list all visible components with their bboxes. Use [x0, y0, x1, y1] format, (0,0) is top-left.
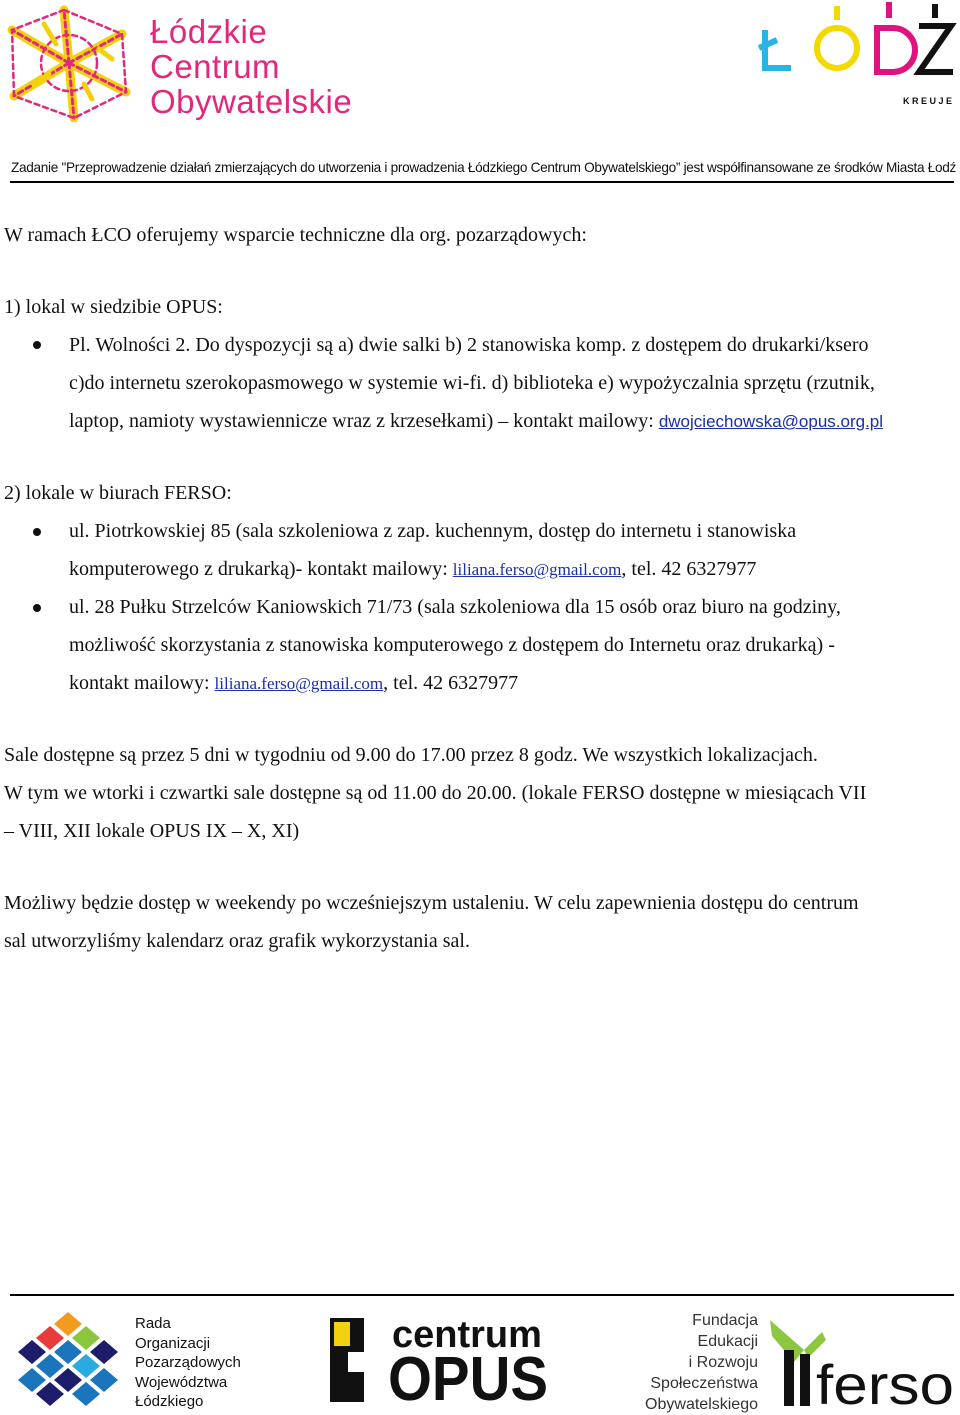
- opus-logo: [328, 1312, 553, 1407]
- section1-heading: 1) lokal w siedzibie OPUS:: [4, 296, 223, 318]
- section2-item2-line-3-text: kontakt mailowy:: [69, 672, 215, 694]
- rada-text: [135, 1314, 241, 1412]
- intro-text: W ramach ŁCO oferujemy wsparcie techniczne dla org. pozarządowych:: [4, 224, 587, 246]
- ferso-phone-2: , tel. 42 6327977: [383, 672, 519, 694]
- ferso-email-link-2[interactable]: liliana.ferso@gmail.com: [214, 674, 384, 693]
- lco-logo: [4, 4, 134, 122]
- lco-title: [150, 14, 352, 119]
- ferso-email-link[interactable]: liliana.ferso@gmail.com: [452, 560, 622, 579]
- rada-line-5: Łódzkiego: [135, 1393, 204, 1411]
- ferso-line-1: Fundacja: [692, 1312, 758, 1329]
- rada-line-3: Pozarządowych: [135, 1354, 241, 1372]
- section2-item1-line-2-text: komputerowego z drukarką)- kontakt mailowy:: [69, 558, 453, 580]
- ferso-line-4: Społeczeństwa: [650, 1375, 758, 1392]
- rada-line-4: Województwa: [135, 1373, 228, 1391]
- opus-bottom-text: OPUS: [388, 1345, 548, 1407]
- sponsor-note: Zadanie "Przeprowadzenie działań zmierzających do utworzenia i prowadzenia Łódzkiego Centrum Obywatelskiego” jest współfinansowane ze środków Miasta Łodź: [11, 160, 956, 175]
- lco-title-line-3: Obywatelskie: [150, 83, 353, 120]
- section1-line-2: c)do internetu szerokopasmowego w systemie wi-fi. d) biblioteka e) wypożyczalnia sprzętu (rzutnik,: [69, 372, 875, 394]
- footer-divider: [10, 1294, 954, 1296]
- lco-title-line-2: Centrum: [150, 48, 281, 85]
- bullet-icon: [33, 341, 41, 349]
- section2-item1-line-1: ul. Piotrkowskiej 85 (sala szkoleniowa z zap. kuchennym, dostęp do internetu i stanowiska: [69, 520, 797, 542]
- hours-line-3: – VIII, XII lokale OPUS IX – X, XI): [4, 820, 300, 842]
- hours-line-1: Sale dostępne są przez 5 dni w tygodniu od 9.00 do 17.00 przez 8 godz. We wszystkich lokalizacjach.: [4, 744, 818, 766]
- weekend-line-1: Możliwy będzie dostęp w weekendy po wcześniejszym ustaleniu. W celu zapewnienia dostępu do centrum: [4, 892, 859, 914]
- ferso-line-3: i Rozwoju: [688, 1354, 758, 1371]
- ferso-line-5: Obywatelskiego: [645, 1396, 758, 1413]
- opus-email-link[interactable]: dwojciechowska@opus.org.pl: [658, 412, 884, 431]
- section2-heading: 2) lokale w biurach FERSO:: [4, 482, 232, 504]
- rada-line-2: Organizacji: [135, 1334, 211, 1352]
- lco-title-line-1: Łódzkie: [150, 13, 268, 50]
- ferso-logo-text: ferso: [816, 1353, 954, 1410]
- bullet-icon: [33, 604, 41, 612]
- rada-line-1: Rada: [135, 1315, 171, 1332]
- ferso-phone: , tel. 42 6327977: [621, 558, 757, 580]
- ferso-leaf-icon: [764, 1310, 956, 1410]
- lodz-kreuje-logo: [755, 0, 960, 108]
- section1-line-3-text: laptop, namioty wystawiennicze wraz z krzesełkami) – kontakt mailowy:: [69, 410, 659, 432]
- bullet-icon: [33, 528, 41, 536]
- ferso-text: [625, 1310, 758, 1415]
- section1-line-1: Pl. Wolności 2. Do dyspozycji są a) dwie salki b) 2 stanowiska komp. z dostępem do drukarki/ksero: [69, 334, 869, 356]
- section2-item2-line-1: ul. 28 Pułku Strzelców Kaniowskich 71/73 (sala szkoleniowa dla 15 osób oraz biuro na godziny,: [69, 596, 841, 618]
- weekend-line-2: sal utworzyliśmy kalendarz oraz grafik wykorzystania sal.: [4, 930, 470, 952]
- lco-star-icon: [4, 4, 134, 122]
- opus-mark-icon: [328, 1312, 553, 1407]
- section2-item2-line-2: możliwość skorzystania z stanowiska komputerowego z dostępem do Internetu oraz drukarką) -: [69, 634, 835, 656]
- section2-item1-line-2: [69, 550, 756, 589]
- rada-logo: [10, 1310, 126, 1410]
- ferso-line-2: Edukacji: [697, 1333, 758, 1350]
- section2-item2-line-3: [69, 664, 518, 703]
- hours-line-2: W tym we wtorki i czwartki sale dostępne są od 11.00 do 20.00. (lokale FERSO dostępne w miesiącach VII: [4, 782, 867, 804]
- opus-top-text: centrum: [392, 1314, 542, 1356]
- header-divider: [10, 181, 954, 183]
- section1-line-3: [69, 402, 883, 441]
- lodz-kreuje-text: KREUJE: [903, 96, 955, 106]
- rada-mosaic-icon: [10, 1310, 126, 1410]
- lodz-kreuje-icon: [755, 0, 960, 108]
- ferso-logo: [764, 1310, 956, 1410]
